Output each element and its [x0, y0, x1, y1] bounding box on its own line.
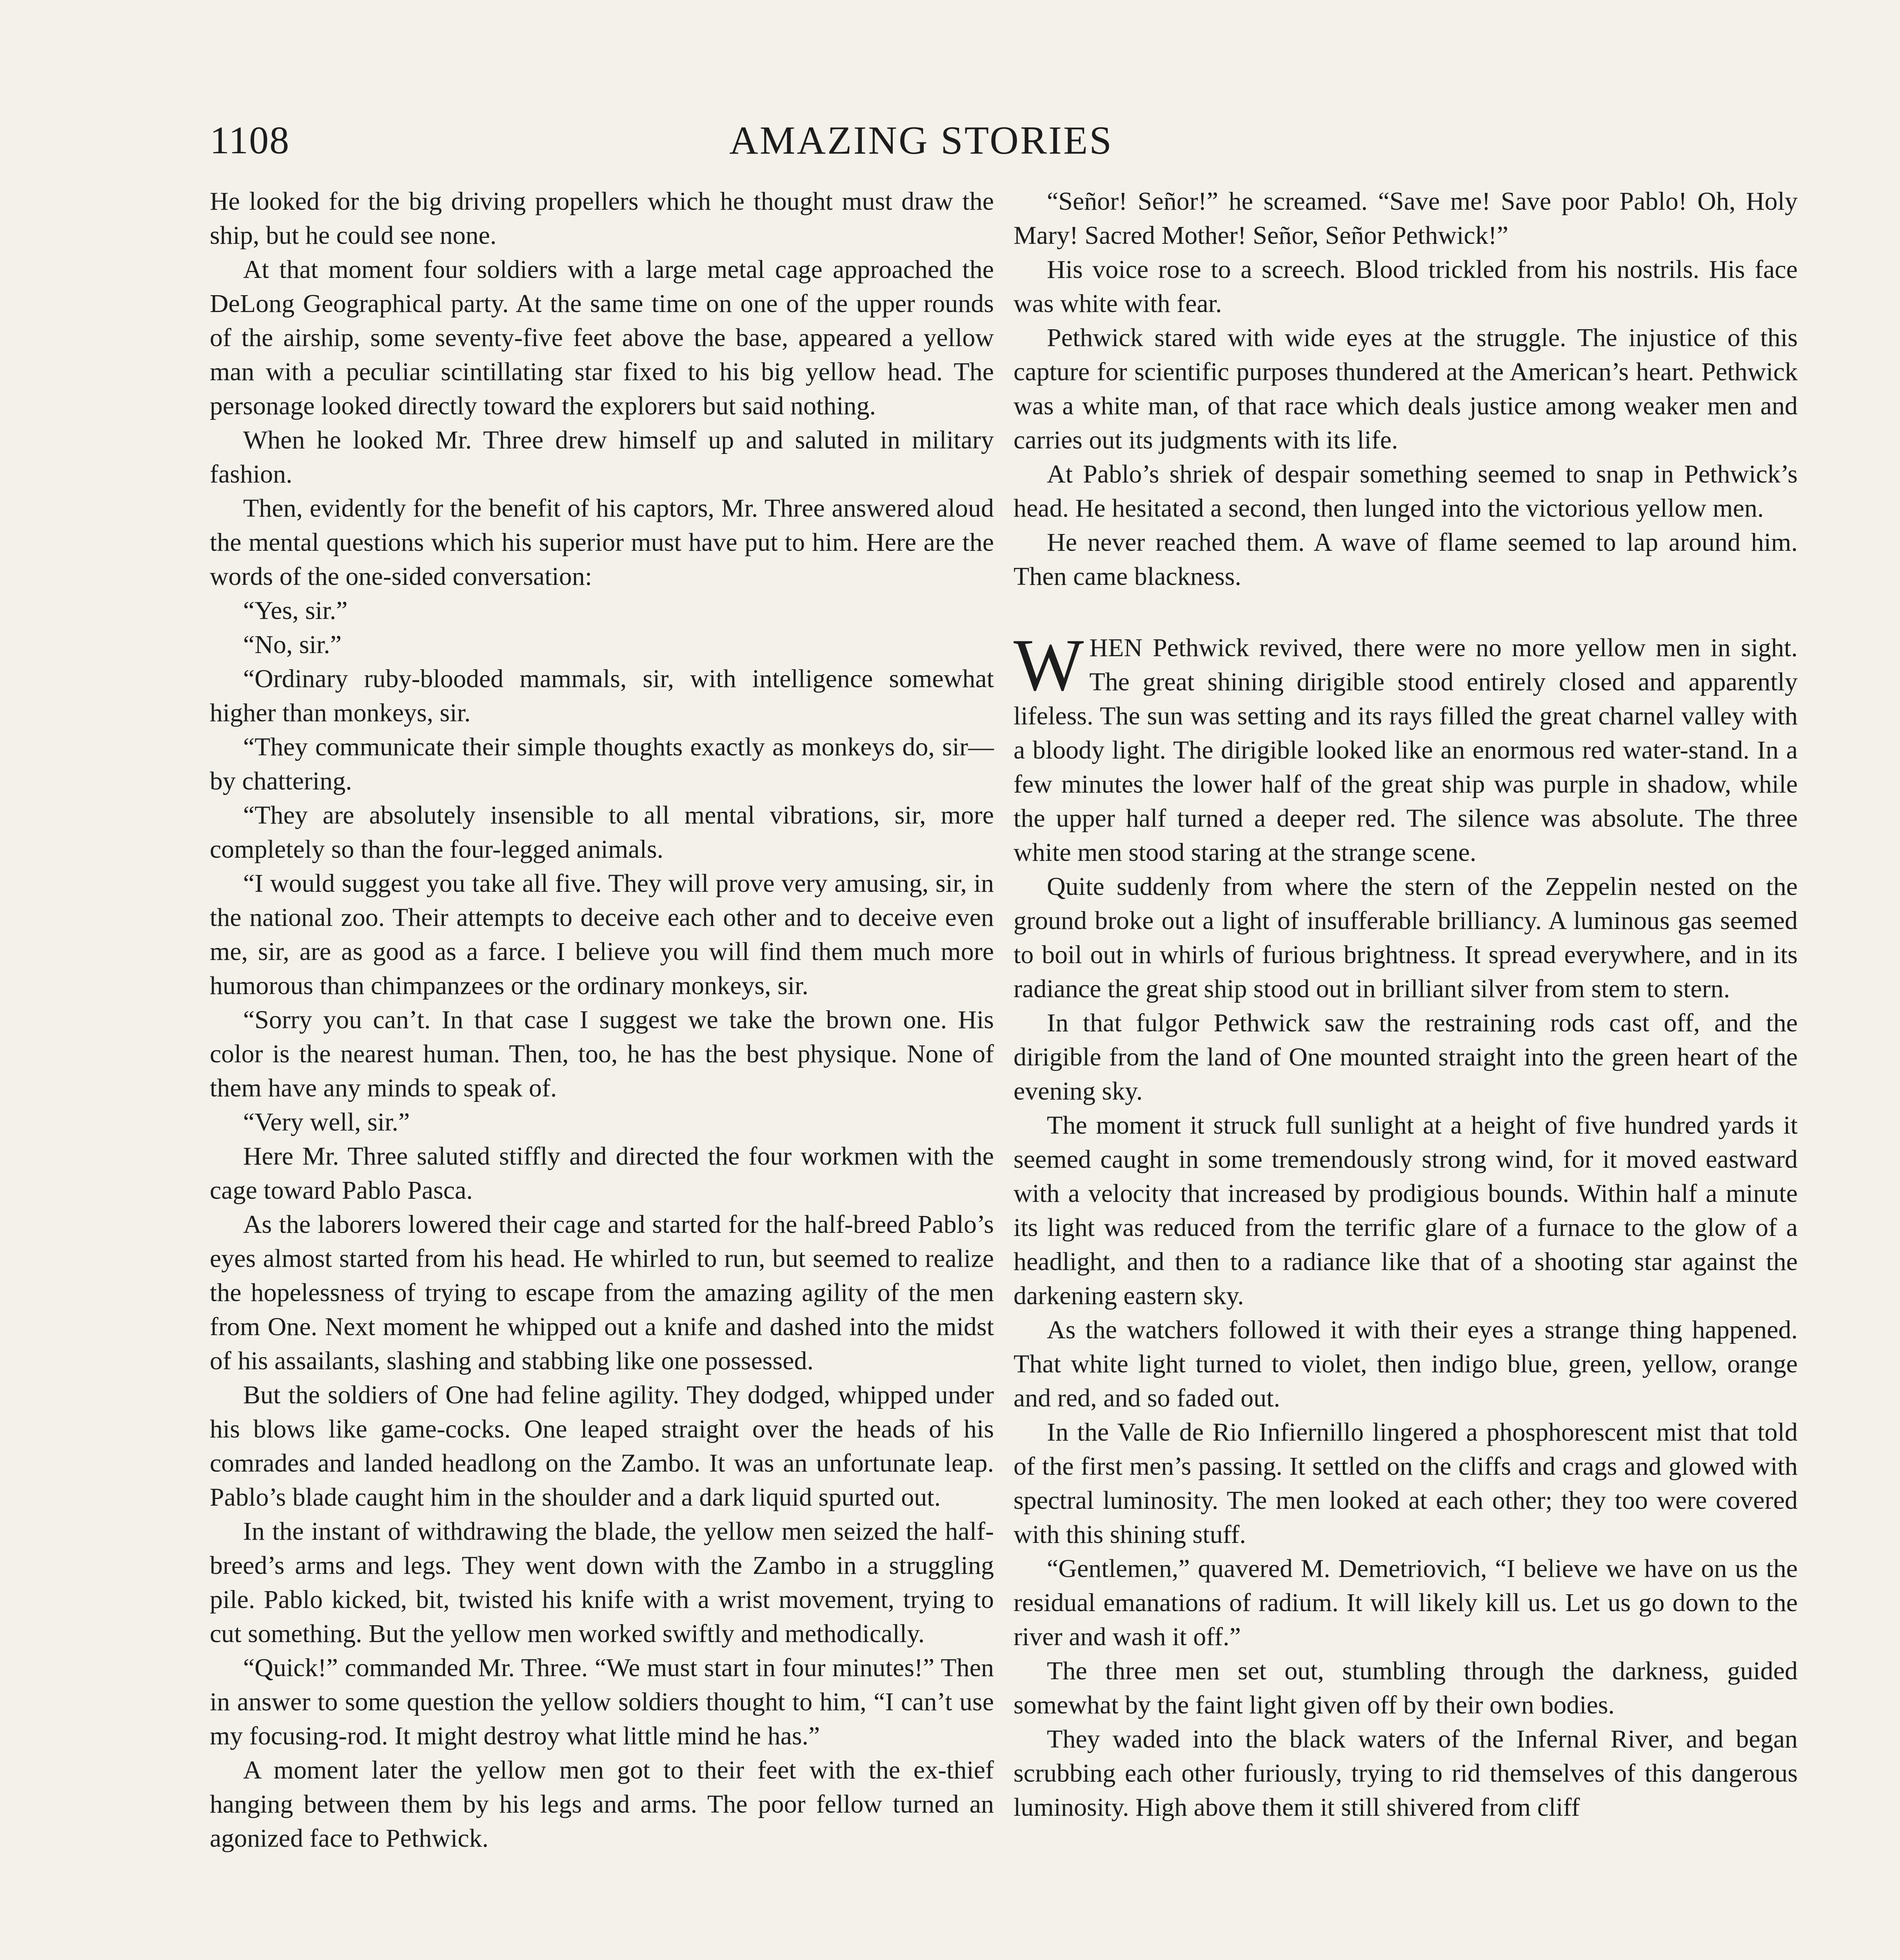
paragraph: At Pablo’s shriek of despair something seemed to snap in Pethwick’s head. He hesitated a second, then lunged into the victorious yellow men.: [1014, 460, 1798, 523]
paragraph: As the laborers lowered their cage and started for the half-breed Pablo’s eyes almost started from his head. He whirled to run, but seemed to realize the hopelessness of trying to escape from the amazing agility of the men from One. Next moment he whipped out a knife and dashed into the midst of his assailants, slashing and stabbing like one possessed.: [210, 1210, 994, 1375]
paragraph: “Ordinary ruby-blooded mammals, sir, with intelligence somewhat higher than monkeys, sir.: [210, 664, 994, 727]
paragraph: At that moment four soldiers with a large metal cage approached the DeLong Geographical party. At the same time on one of the upper rounds of the airship, some seventy-five feet above the base, appeared a yellow man with a peculiar scintillating star fixed to his big yellow head. The personage looked directly toward the explorers but said nothing.: [210, 255, 994, 420]
paragraph: As the watchers followed it with their eyes a strange thing happened. That white light turned to violet, then indigo blue, green, yellow, orange and red, and so faded out.: [1014, 1316, 1798, 1412]
section-break: [1014, 593, 1798, 631]
paragraph: They waded into the black waters of the Infernal River, and began scrubbing each other furiously, trying to rid themselves of this dangerous luminosity. High above them it still shivered from cliff: [1014, 1725, 1798, 1822]
paragraph: “Quick!” commanded Mr. Three. “We must start in four minutes!” Then in answer to some question the yellow soldiers thought to him, “I can’t use my focusing-rod. It might destroy what little mind he has.”: [210, 1653, 994, 1750]
paragraph: When he looked Mr. Three drew himself up and saluted in military fashion.: [210, 426, 994, 488]
paragraph: “I would suggest you take all five. They will prove very amusing, sir, in the national zoo. Their attempts to deceive each other and to deceive even me, sir, are as good as a farce. I believe you will find them much more humorous than chimpanzees or the ordinary monkeys, sir.: [210, 869, 994, 1000]
paragraph: The three men set out, stumbling through the darkness, guided somewhat by the faint light given off by their own bodies.: [1014, 1657, 1798, 1719]
paragraph: “Very well, sir.”: [243, 1108, 410, 1136]
paragraph: In that fulgor Pethwick saw the restraining rods cast off, and the dirigible from the land of One mounted straight into the green heart of the evening sky.: [1014, 1009, 1798, 1105]
paragraph: Then, evidently for the benefit of his captors, Mr. Three answered aloud the mental questions which his superior must have put to him. Here are the words of the one-sided conversation:: [210, 494, 994, 591]
paragraph: He never reached them. A wave of flame seemed to lap around him. Then came blackness.: [1014, 528, 1798, 591]
paragraph: Here Mr. Three saluted stiffly and directed the four workmen with the cage toward Pablo Pasca.: [210, 1142, 994, 1205]
paragraph: “Sorry you can’t. In that case I suggest we take the brown one. His color is the nearest human. Then, too, he has the best physique. None of them have any minds to speak of.: [210, 1005, 994, 1102]
paragraph: “Yes, sir.”: [243, 596, 348, 625]
paragraph: “They are absolutely insensible to all mental vibrations, sir, more completely so than the four-legged animals.: [210, 801, 994, 864]
paragraph: In the Valle de Rio Infiernillo lingered a phosphorescent mist that told of the first men’s passing. It settled on the cliffs and crags and glowed with spectral luminosity. The men looked at each other; they too were covered with this shining stuff.: [1014, 1418, 1798, 1549]
paragraph: Pethwick stared with wide eyes at the struggle. The injustice of this capture for scientific purposes thundered at the American’s heart. Pethwick was a white man, of that race which deals justice among weaker men and carries out its judgments with its life.: [1014, 323, 1798, 454]
paragraph: But the soldiers of One had feline agility. They dodged, whipped under his blows like game-cocks. One leaped straight over the heads of his comrades and landed headlong on the Zambo. It was an unfortunate leap. Pablo’s blade caught him in the shoulder and a dark liquid spurted out.: [210, 1381, 994, 1512]
paragraph: He looked for the big driving propellers which he thought must draw the ship, but he could see none.: [210, 187, 994, 250]
right-column: [1014, 184, 1798, 1824]
paragraph: “No, sir.”: [243, 630, 342, 659]
dropcap-paragraph-text: HEN Pethwick revived, there were no more yellow men in sight. The great shining dirigible stood entirely closed and apparently lifeless. The sun was setting and its rays filled the great charnel valley with a bloody light. The dirigible looked like an enormous red water-stand. In a few minutes the lower half of the great ship was purple in shadow, while the upper half turned a deeper red. The silence was absolute. The three white men stood staring at the strange scene.: [1014, 633, 1798, 867]
paragraph: A moment later the yellow men got to their feet with the ex-thief hanging between them by his legs and arms. The poor fellow turned an agonized face to Pethwick.: [210, 1756, 994, 1853]
left-column: [210, 184, 994, 1855]
paragraph: Quite suddenly from where the stern of the Zeppelin nested on the ground broke out a light of insufferable brilliancy. A luminous gas seemed to boil out in whirls of furious brightness. It spread everywhere, and in its radiance the great ship stood out in brilliant silver from stem to stern.: [1014, 872, 1798, 1003]
paragraph: In the instant of withdrawing the blade, the yellow men seized the half-breed’s arms and legs. They went down with the Zambo in a struggling pile. Pablo kicked, bit, twisted his knife with a wrist movement, trying to cut something. But the yellow men worked swiftly and methodically.: [210, 1517, 994, 1648]
paragraph: “Gentlemen,” quavered M. Demetriovich, “I believe we have on us the residual emanations of radium. It will likely kill us. Let us go down to the river and wash it off.”: [1014, 1554, 1798, 1651]
running-title: AMAZING STORIES: [729, 118, 1113, 163]
page-number: 1108: [210, 118, 290, 162]
paragraph: “Señor! Señor!” he screamed. “Save me! Save poor Pablo! Oh, Holy Mary! Sacred Mother! Señor, Señor Pethwick!”: [1014, 187, 1798, 250]
dropcap-paragraph: [1014, 624, 1798, 869]
dropcap-letter: W: [1014, 624, 1084, 706]
paragraph: The moment it struck full sunlight at a height of five hundred yards it seemed caught in some tremendously strong wind, for it moved eastward with a velocity that increased by prodigious bounds. Within half a minute its light was reduced from the terrific glare of a furnace to the glow of a headlight, and then to a radiance like that of a shooting star against the darkening eastern sky.: [1014, 1111, 1798, 1310]
paragraph: His voice rose to a screech. Blood trickled from his nostrils. His face was white with fear.: [1014, 255, 1798, 318]
paragraph: “They communicate their simple thoughts exactly as monkeys do, sir—by chattering.: [210, 733, 994, 795]
